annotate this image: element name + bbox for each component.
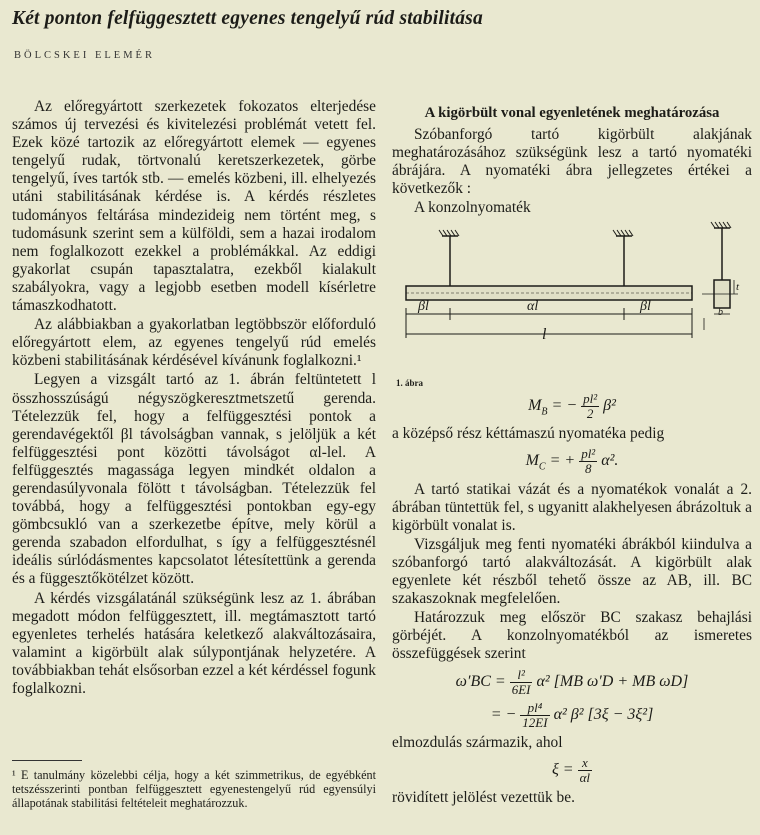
author-name: BÖLCSKEI ELEMÉR: [14, 50, 155, 61]
section-title: A kigörbült vonal egyenletének meghatározása: [424, 105, 720, 121]
label-beta-l-left: βl: [418, 298, 429, 314]
equation-mb: $M_B$ = − $\frac{\text{pl²}}{2}$ β²: [528, 390, 616, 421]
paragraph: elmozdulás származik, ahol: [392, 733, 563, 751]
paragraph: Az előregyártott szerkezetek fokozatos elterjedése számos új tervezési és kivitelezési problémát vetett fel. Ezek közé tartozik az előregyártott elemek — egyenes tengelyű rudak, törtvonalú keretszerkezetek, görbe tengelyű, íves tartók stb. — emelés közbeni, ill. elhelyezés utáni stabilitásának kérdése is. A kérdés részletes tudományos feltárása mindezideig nem történt meg, s tudomásunk szerint sem a külföldi, sem a hazai irodalom nem foglalkozott ezekkel a problémákkal. Az eddigi gyakorlat csupán tapasztalatra, ezekből kialakult szabályokra, vagy a legjobb esetben modell kísérletre támaszkodhatott.: [12, 98, 376, 315]
footnote: ¹ E tanulmány közelebbi célja, hogy a két szimmetrikus, de egyébként tetszésszerinti pontban felfüggesztett egyenestengelyű rúd egyensúlyi állapotának stabilitási feltételeit meghatározzuk.: [12, 768, 376, 811]
figure-1: [392, 218, 752, 388]
footnote-rule: [12, 760, 82, 761]
equation-mc: $M_C$ = + $\frac{\text{pl²}}{8}$ α².: [525, 446, 619, 477]
equation-omega: ω′BC = $\frac{\text{l²}}{6EI}$ α² [MB ω′D + MB ωD]: [455, 666, 689, 697]
paragraph: Szóbanforgó tartó kigörbült alakjának meghatározásához szükségünk lesz a tartó nyomatéki ábrájára. A nyomatéki ábra jellegzetes értékei a következők :: [392, 126, 752, 198]
left-column: [12, 98, 376, 698]
subheading: A konzolnyomaték: [414, 199, 531, 217]
label-t: t: [736, 280, 740, 293]
paragraph: A kérdés vizsgálatánál szükségünk lesz az 1. ábrában megadott módon felfüggesztett, ill. megtámasztott tartó egyenletes terhelés hatására keletkező alakváltozásaira, valamint a kigörbült alak súlypontjának helyzetére. A továbbiakban tehát elsősorban ezzel a két kérdéssel fogunk foglalkozni.: [12, 589, 376, 697]
paragraph: Vizsgáljuk meg fenti nyomatéki ábrákból kiindulva a szóbanforgó tartó alakváltozását. A kigörbült alak egyenlete két részből tehető össze az AB, ill. BC szakaszoknak megfelelően.: [392, 535, 752, 608]
paragraph: a középső rész kéttámaszú nyomatéka pedig: [392, 425, 665, 443]
equation-omega-2: = − $\frac{\text{pl⁴}}{12EI}$ α² β² [3ξ − 3ξ²]: [490, 699, 654, 730]
right-column: [392, 104, 752, 807]
article-title: Két ponton felfüggesztett egyenes tengelyű rúd stabilitása: [12, 8, 483, 29]
paragraph: A tartó statikai vázát és a nyomatékok vonalát a 2. ábrában tüntettük fel, s ugyanitt alakhelyesen ábrázoltuk a kigörbült vonalat is.: [392, 480, 752, 534]
paragraph: Határozzuk meg először BC szakasz behajlási görbéjét. A konzolnyomatékból az ismeretes összefüggések szerint: [392, 609, 752, 663]
label-alpha-l: αl: [527, 298, 539, 314]
label-beta-l-right: βl: [640, 298, 651, 314]
equation-xi: ξ = $\frac{x}{\alpha l}$: [551, 754, 591, 785]
paragraph: Az alábbiakban a gyakorlatban legtöbbször előforduló előregyártott elem, az egyenes tengelyű rúd emelés közbeni stabilitásának kérdésével kívánunk foglalkozni.¹: [12, 316, 376, 370]
paragraph: Legyen a vizsgált tartó az 1. ábrán feltüntetett l összhosszúságú négyszögkeresztmetszetű gerenda. Tételezzük fel, hogy a felfüggesztési pontok a gerendavégektől βl távolságban vannak, s jelöljük a két felfüggesztési pont közötti távolságot αl-lel. A felfüggesztés magassága legyen mindkét oldalon a gerendasúlyvonala fölött t távolságban. Tételezzük fel továbbá, hogy a felfüggesztési pontokban egy-egy gömbcsukló van a szerkezetbe építve, mely körül a gerenda szabadon elfordulhat, s így a felfüggesztésnél ideális súrlódásmentes kapcsolatot létesítettünk a gerenda és a függesztőkötélzet között.: [12, 371, 376, 588]
label-l: l: [542, 325, 547, 343]
figure-caption: 1. ábra: [396, 377, 423, 388]
beam-diagram: [392, 218, 752, 388]
paragraph: rövidített jelölést vezettük be.: [392, 788, 575, 806]
label-b: b: [718, 306, 723, 318]
